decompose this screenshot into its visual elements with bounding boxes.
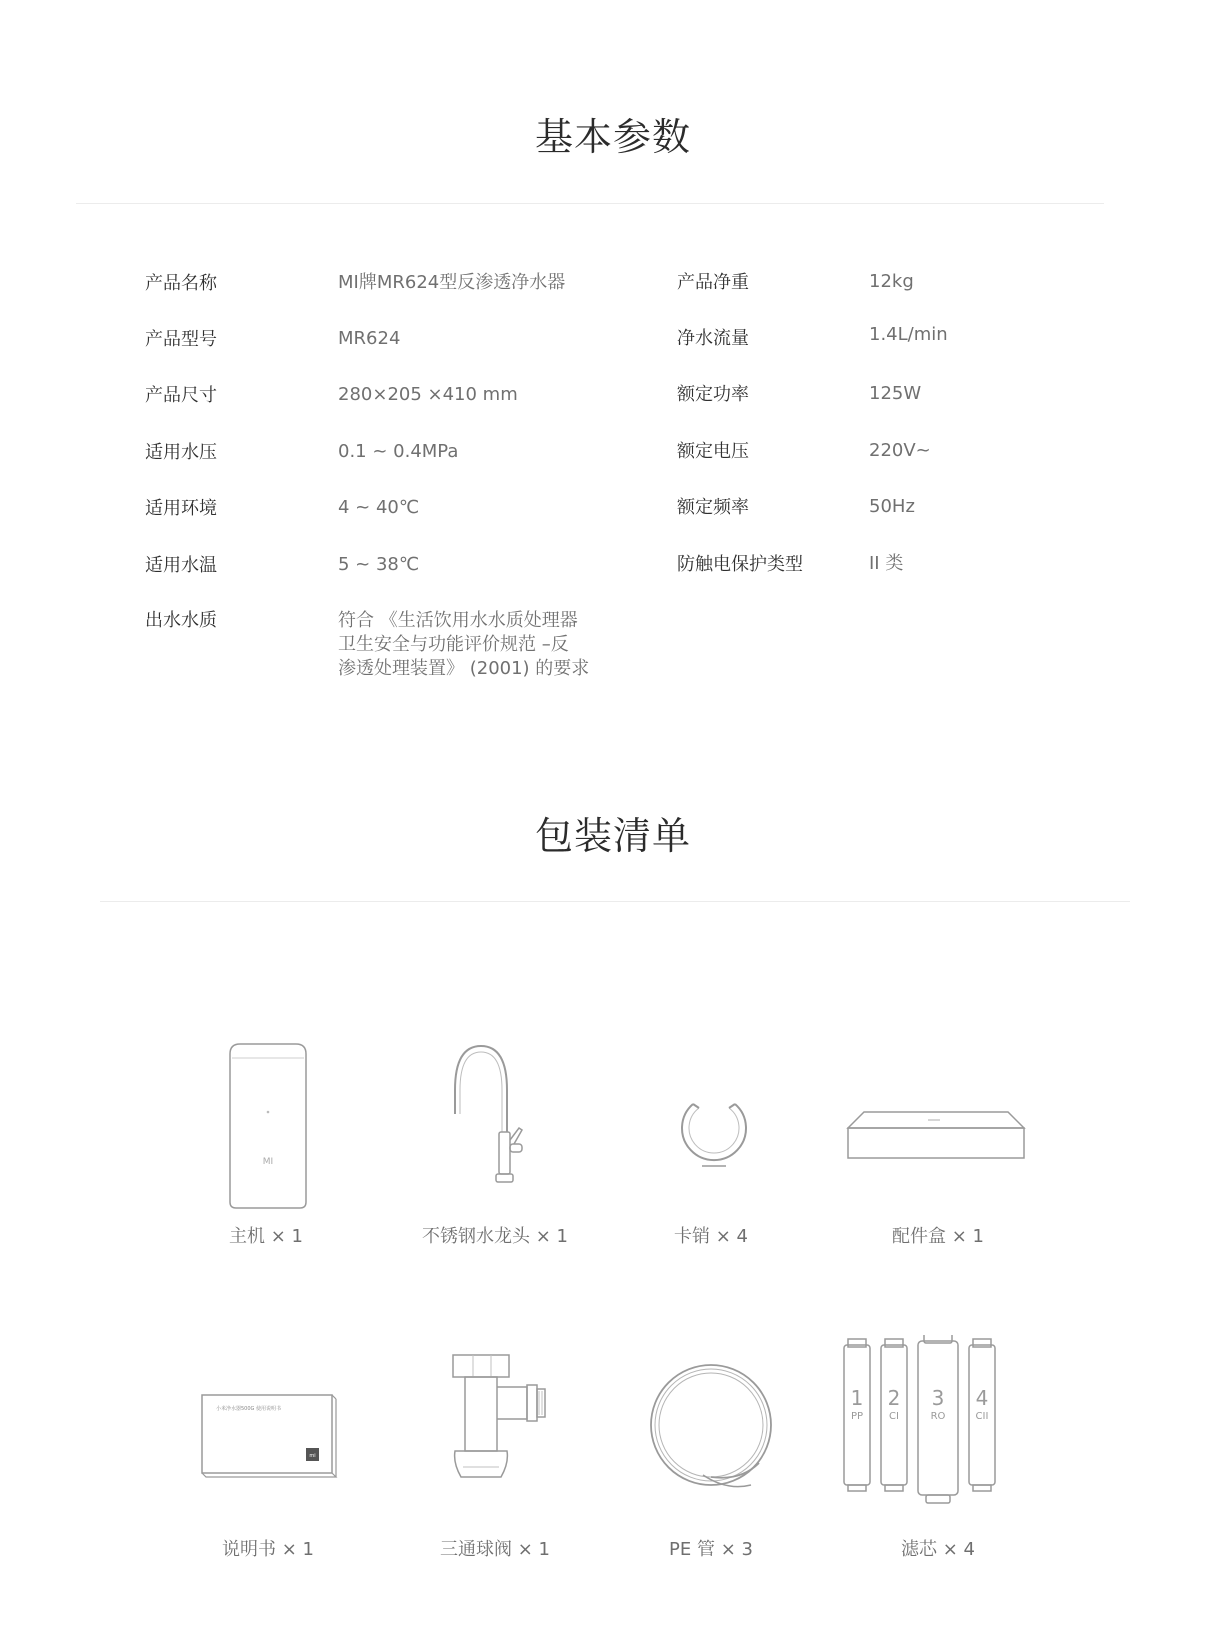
svg-text:1: 1: [850, 1386, 864, 1410]
spec-value-environment: 4 ~ 40℃: [338, 497, 420, 518]
accessory-box-icon: [818, 1032, 1058, 1212]
svg-text:3: 3: [931, 1386, 945, 1410]
spec-label-net-weight: 产品净重: [677, 272, 749, 293]
svg-text:2: 2: [887, 1386, 901, 1410]
spec-value-net-weight: 12kg: [869, 271, 914, 292]
spec-value-output-quality: 符合 《生活饮用水水质处理器 卫生安全与功能评价规范 –反 渗透处理装置》 (2001) 的要求: [338, 610, 590, 679]
spec-label-shock-protection: 防触电保护类型: [677, 554, 803, 575]
spec-value-flow-rate: 1.4L/min: [869, 324, 948, 345]
package-item-caption: 说明书 × 1: [222, 1539, 314, 1560]
package-item-caption: 不锈钢水龙头 × 1: [422, 1226, 568, 1247]
spec-label-model: 产品型号: [145, 329, 217, 350]
spec-value-product-name: MI牌MR624型反渗透净水器: [338, 272, 566, 293]
spec-label-rated-frequency: 额定频率: [677, 497, 749, 518]
spec-label-dimensions: 产品尺寸: [145, 385, 217, 406]
spec-value-dimensions: 280×205 ×410 mm: [338, 384, 518, 405]
svg-text:PP: PP: [850, 1411, 864, 1422]
spec-value-water-pressure: 0.1 ~ 0.4MPa: [338, 441, 459, 462]
package-item-caption: 滤芯 × 4: [901, 1539, 975, 1560]
svg-text:CII: CII: [975, 1411, 989, 1422]
package-item-caption: 三通球阀 × 1: [440, 1539, 550, 1560]
package-item-caption: 配件盒 × 1: [892, 1226, 984, 1247]
faucet-icon: [375, 1032, 615, 1212]
spec-label-rated-power: 额定功率: [677, 384, 749, 405]
svg-text:小米净水器500G 使用说明书: 小米净水器500G 使用说明书: [216, 1406, 282, 1412]
svg-text:MI: MI: [262, 1157, 274, 1167]
package-section-title: 包装清单: [534, 814, 691, 858]
package-divider: [100, 901, 1130, 902]
spec-label-output-quality: 出水水质: [145, 610, 217, 631]
filter-cartridges-icon: [818, 1335, 1058, 1515]
tee-valve-icon: [375, 1335, 615, 1515]
svg-text:RO: RO: [930, 1411, 946, 1422]
spec-value-rated-voltage: 220V~: [869, 440, 931, 461]
spec-label-water-pressure: 适用水压: [145, 442, 217, 463]
clip-icon: [591, 1032, 831, 1212]
spec-label-rated-voltage: 额定电压: [677, 441, 749, 462]
spec-label-flow-rate: 净水流量: [677, 328, 749, 349]
spec-value-water-temp: 5 ~ 38℃: [338, 554, 420, 575]
spec-label-environment: 适用环境: [145, 498, 217, 519]
specs-divider: [76, 203, 1104, 204]
spec-value-model: MR624: [338, 328, 401, 349]
manual-icon: [148, 1335, 388, 1515]
spec-label-water-temp: 适用水温: [145, 555, 217, 576]
package-item-caption: 卡销 × 4: [674, 1226, 748, 1247]
package-item-caption: 主机 × 1: [229, 1226, 303, 1247]
spec-value-shock-protection: II 类: [869, 553, 904, 574]
specs-section-title: 基本参数: [534, 115, 691, 159]
spec-value-rated-power: 125W: [869, 383, 922, 404]
spec-label-product-name: 产品名称: [145, 273, 217, 294]
svg-text:CI: CI: [889, 1411, 899, 1422]
svg-text:4: 4: [975, 1386, 989, 1410]
spec-value-rated-frequency: 50Hz: [869, 496, 915, 517]
pe-tube-coil-icon: [591, 1335, 831, 1515]
svg-text:mi: mi: [309, 1453, 316, 1459]
purifier-unit-icon: [146, 1032, 386, 1212]
package-item-caption: PE 管 × 3: [669, 1539, 753, 1560]
